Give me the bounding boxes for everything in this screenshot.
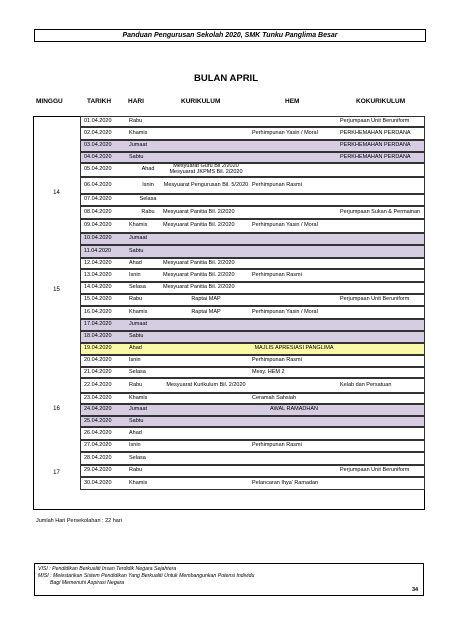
table-row [80,177,425,194]
cell-tarikh: 30.04.2020 [84,479,112,486]
cell-hari: Rabu [129,381,143,388]
cell-kurikulum: Mesyuarat Panitia Bil. 2/2020 [163,222,235,229]
cell-kurikulum [163,428,249,439]
col-header-hem: HEM [285,98,300,105]
table-row [80,416,425,427]
cell-hem [252,320,338,330]
cell-tarikh: 02.04.2020 [84,129,112,136]
cell-kokurikulum [340,195,424,205]
cell-kokurikulum [340,417,424,426]
table-row [80,163,425,177]
table-row [80,206,425,219]
table-row [80,233,425,245]
week-label-16: 16 [53,406,60,412]
cell-kurikulum [163,195,249,205]
cell-hem [252,295,338,305]
cell-hari: Jumaat [129,142,148,149]
cell-hem [252,332,338,342]
cell-tarikh: 18.04.2020 [84,333,112,340]
cell-hari: Selasa [129,284,146,291]
cell-tarikh: 21.04.2020 [84,368,112,375]
cell-kurikulum [163,417,249,426]
cell-tarikh: 10.04.2020 [84,235,112,242]
cell-tarikh: 28.04.2020 [84,454,112,461]
cell-tarikh: 25.04.2020 [84,417,112,424]
cell-kurikulum: Mesyuarat Guru Bil 2/2020 Mesyuarat JKPMS Bil. 2/2020 [169,164,243,175]
cell-kokurikulum: Kelab dan Persatuan [340,381,392,388]
cell-kurikulum [163,332,249,342]
cell-tarikh: 15.04.2020 [84,296,112,303]
cell-hari: Rabu [141,208,155,215]
cell-tarikh: 19.04.2020 [84,345,112,352]
col-header-tarikh: TARIKH [87,98,112,105]
cell-kokurikulum [340,356,424,366]
cell-kurikulum [163,141,249,151]
cell-kokurikulum: PERKHEMAHAN PERDANA [340,153,411,160]
cell-hem: Perhimpunan Rasmi [252,442,302,449]
cell-hari: Khamis [129,222,148,229]
cell-hari: Khamis [129,129,148,136]
table-row [80,294,425,306]
col-header-kokurikulum: KOKURIKULUM [356,98,406,105]
cell-event-span: MAJLIS APRESIASI PANGLIMA [254,345,334,352]
cell-kokurikulum [340,320,424,330]
table-row [80,269,425,282]
cell-kurikulum [163,441,249,451]
cell-hem [252,164,338,176]
cell-hari: Jumaat [129,406,148,413]
cell-kurikulum [163,394,249,403]
cell-hem [252,195,338,205]
cell-tarikh: 05.04.2020 [84,166,112,173]
cell-kokurikulum [340,441,424,451]
cell-tarikh: 16.04.2020 [84,308,112,315]
cell-kurikulum [163,478,249,489]
cell-hari: Selasa [139,196,157,203]
table-row [80,127,425,140]
cell-hari: Khamis [129,308,148,315]
cell-kokurikulum [340,394,424,403]
cell-hari: Khamis [129,394,148,401]
cell-tarikh: 27.04.2020 [84,442,112,449]
cell-kurikulum [163,234,249,244]
footer-visi: VISI : Pendidikan Berkualiti Insan Terdidik Negara Sejahtera [38,566,177,572]
cell-hem [252,428,338,439]
table-row [80,282,425,294]
cell-tarikh: 22.04.2020 [84,381,112,388]
cell-kokurikulum [340,220,424,232]
cell-hari: Rabu [129,296,143,303]
week-label-14: 14 [53,190,60,196]
cell-hem [252,283,338,293]
month-title: BULAN APRIL [193,73,259,84]
cell-kokurikulum [340,283,424,293]
cell-hem [252,153,338,162]
table-row [80,367,425,378]
cell-hari: Isnin [129,271,141,278]
cell-hari: Sabtu [129,247,144,254]
table-row [80,331,425,343]
cell-kurikulum: Mesyuarat Panitia Bil. 2/2020 [163,284,235,291]
cell-tarikh: 07.04.2020 [84,196,112,203]
table-row [80,219,425,233]
cell-tarikh: 04.04.2020 [84,153,112,160]
cell-tarikh: 09.04.2020 [84,222,112,229]
cell-kurikulum [163,466,249,476]
cell-kokurikulum [340,246,424,257]
cell-kokurikulum [340,178,424,193]
table-row [80,194,425,206]
table-row [80,319,425,331]
cell-tarikh: 01.04.2020 [84,117,112,124]
cell-hem [252,453,338,464]
cell-hem: Ceramah Sahsiah [252,394,297,401]
cell-kurikulum: Mesyuarat Pengurusan Bil. 5/2020 [163,181,249,188]
cell-kurikulum: Mesyuarat Panitia Bil. 2/2020 [163,259,235,266]
cell-kokurikulum: PERKHEMAHAN PERDANA [340,142,411,149]
cell-kurikulum [163,320,249,330]
cell-kokurikulum [340,259,424,268]
cell-kokurikulum [340,428,424,439]
table-row [80,258,425,269]
col-header-hari: HARI [128,98,144,105]
cell-tarikh: 24.04.2020 [84,406,112,413]
col-header-minggu: MINGGU [36,98,63,105]
cell-hari: Ahad [129,429,142,436]
cell-tarikh: 20.04.2020 [84,357,112,364]
cell-kurikulum [163,153,249,162]
cell-hari: Khamis [129,479,148,486]
cell-hem: Perhimpunan Yasin / Moral [252,129,318,136]
cell-hem [252,259,338,268]
cell-kokurikulum [340,307,424,318]
cell-hari: Selasa [129,368,146,375]
table-row [80,440,425,452]
cell-kokurikulum [340,478,424,489]
cell-kurikulum: Raptai MAP [191,296,221,303]
cell-tarikh: 13.04.2020 [84,271,112,278]
cell-hari: Isnin [129,442,141,449]
cell-kurikulum [163,453,249,464]
cell-kokurikulum [340,270,424,281]
cell-hem: Mesy. HEM 2 [252,368,285,375]
footer-misi: MISI : Melestarikan Sistem Pendidikan Yang Berkualiti Untuk Membangunkan Potensi Individu [38,573,255,579]
cell-hem: Perhimpunan Yasin / Moral [252,308,318,315]
cell-hari: Rabu [129,467,143,474]
cell-tarikh: 03.04.2020 [84,142,112,149]
cell-hem: Perhimpunan Rasmi [252,357,302,364]
cell-kurikulum [163,368,249,377]
footer-misi-line2: Bagi Memenuhi Aspirasi Negara [50,580,125,586]
cell-hari: Isnin [142,181,154,188]
cell-hem [252,207,338,218]
cell-kurikulum: Mesyuarat Kurikulum Bil. 2/2020 [166,381,246,388]
cell-kurikulum [163,128,249,139]
cell-kokurikulum: Perjumpaan Unit Beruniform [340,296,410,303]
table-row [80,378,425,393]
table-row [80,393,425,404]
cell-kokurikulum [340,164,424,176]
cell-hem [252,379,338,392]
cell-hem [252,117,338,126]
cell-hem: Perhimpunan Rasmi [252,181,302,188]
cell-hari: Ahad [129,345,142,352]
cell-tarikh: 14.04.2020 [84,284,112,291]
cell-event-span: AWAL RAMADHAN [270,406,318,413]
cell-tarikh: 08.04.2020 [84,208,112,215]
cell-kokurikulum: Perjumpaan Sukan & Permainan [340,208,421,215]
cell-hari: Rabu [129,117,143,124]
table-row [80,306,425,319]
cell-kurikulum: Raptai MAP [191,308,221,315]
cell-tarikh: 29.04.2020 [84,467,112,474]
table-row [80,245,425,258]
col-header-kurikulum: KURIKULUM [181,98,221,105]
cell-hari: Sabtu [129,153,144,160]
cell-kokurikulum [340,332,424,342]
cell-tarikh: 17.04.2020 [84,321,112,328]
cell-kurikulum: Mesyuarat Panitia Bil. 2/2020 [163,208,235,215]
cell-kokurikulum: PERKHEMAHAN PERDANA [340,129,411,136]
page-header: Panduan Pengurusan Sekolah 2020, SMK Tunku Panglima Besar [34,29,426,42]
cell-kokurikulum [340,368,424,377]
table-row [80,152,425,163]
cell-kurikulum [163,117,249,126]
table-row [80,343,425,355]
cell-kurikulum [163,356,249,366]
cell-hem [252,246,338,257]
page-number: 34 [412,587,419,593]
cell-hari: Sabtu [129,417,144,424]
table-row [80,355,425,367]
cell-hem [252,466,338,476]
cell-hari: Ahad [141,166,155,173]
cell-hari: Jumaat [129,235,148,242]
week-label-17: 17 [53,470,60,476]
week-label-15: 15 [53,287,60,293]
cell-kurikulum: Mesyuarat Panitia Bil. 2/2020 [163,271,235,278]
footer-box [34,563,424,596]
cell-tarikh: 23.04.2020 [84,394,112,401]
total-school-days: Jumlah Hari Persekolahan : 22 hari [36,518,122,524]
cell-kokurikulum [340,453,424,464]
cell-hem [252,234,338,244]
table-row [80,140,425,152]
cell-tarikh: 26.04.2020 [84,429,112,436]
cell-hem: Perhimpunan Rasmi [252,271,302,278]
cell-kokurikulum: Perjumpaan Unit Beruniform [340,467,410,474]
table-row [80,465,425,477]
cell-kokurikulum: Perjumpaan Unit Beruniform [340,117,410,124]
cell-hari: Sabtu [129,333,144,340]
cell-hem [252,417,338,426]
cell-hari: Jumaat [129,321,148,328]
cell-kokurikulum [340,234,424,244]
cell-hari: Isnin [129,357,141,364]
table-row [80,452,425,465]
cell-tarikh: 12.04.2020 [84,259,112,266]
cell-hari: Selasa [129,454,146,461]
table-row [80,404,425,416]
cell-tarikh: 06.04.2020 [84,181,112,188]
cell-hem [252,141,338,151]
table-row [80,477,425,490]
table-row [80,116,425,127]
cell-tarikh: 11.04.2020 [84,247,112,254]
table-row [80,427,425,440]
cell-kurikulum [163,246,249,257]
cell-hari: Ahad [129,259,142,266]
cell-hem: Perhimpunan Yasin / Moral [252,222,318,229]
cell-hem: Pelancaran Ihya' Ramadan [252,479,319,486]
